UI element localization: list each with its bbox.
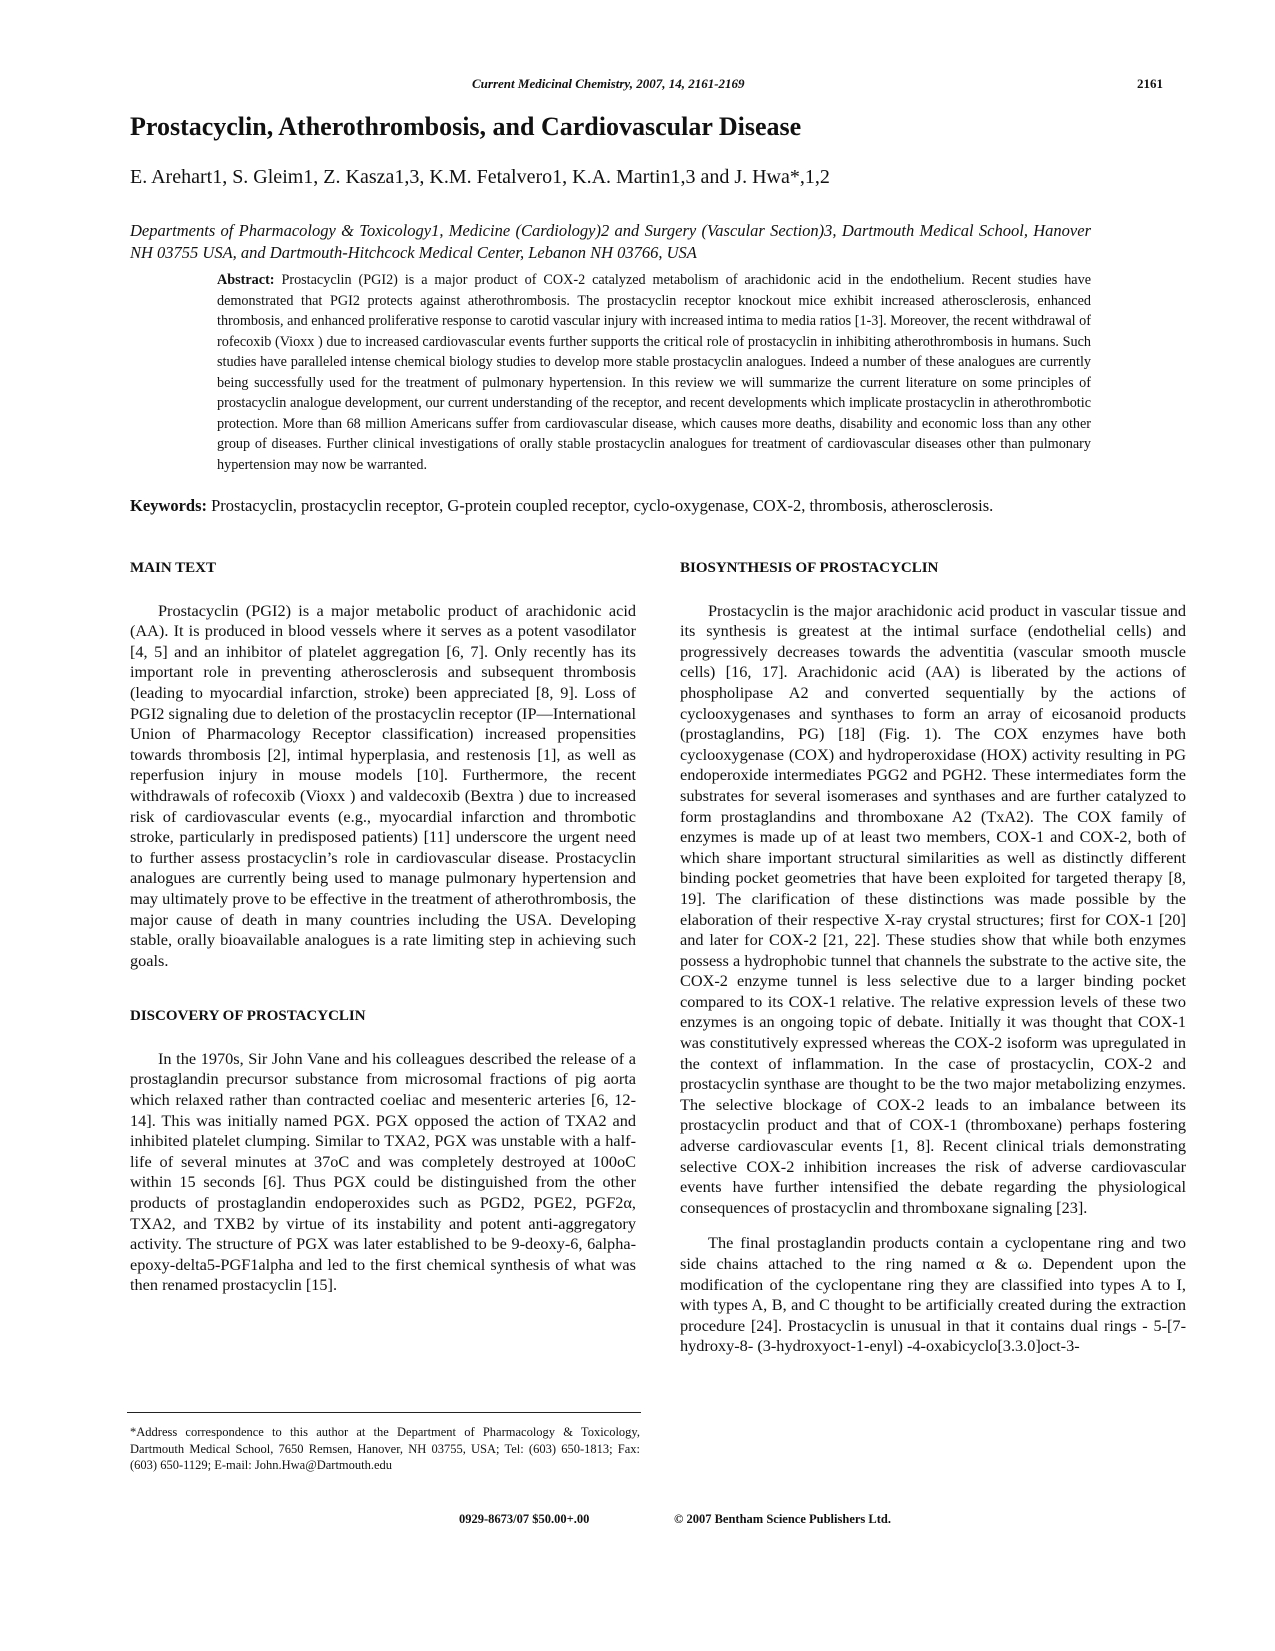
- page-number: 2161: [1137, 76, 1163, 91]
- keywords-text: Prostacyclin, prostacyclin receptor, G-protein coupled receptor, cyclo-oxygenase, COX-2, thrombosis, atherosclerosis.: [211, 496, 994, 515]
- biosynthesis-paragraph-1: Prostacyclin is the major arachidonic acid product in vascular tissue and its synthesis is greatest at the intimal surface (endothelial cells) and progressively decreases towards the adventitia (vascular smooth muscle cells) [16, 17]. Arachidonic acid (AA) is liberated by the actions of phospholipase A2 and converted sequentially by the actions of cyclooxygenases and synthases to form an array of eicosanoid products (prostaglandins, PG) [18] (Fig. 1). The COX enzymes have both cyclooxygenase (COX) and hydroperoxidase (HOX) activity resulting in PG endoperoxide intermediates PGG2 and PGH2. These intermediates form the substrates for several isomerases and synthases and are further catalyzed to form prostaglandins and thromboxane A2 (TxA2). The COX family of enzymes is made up of at least two members, COX-1 and COX-2, both of which share important structural similarities as well as distinctly different binding pocket geometries that have been exploited for targeted therapy [8, 19]. The clarification of these distinctions was made possible by the elaboration of their respective X-ray crystal structures; first for COX-1 [20] and later for COX-2 [21, 22]. These studies show that while both enzymes possess a hydrophobic tunnel that channels the substrate to the active site, the COX-2 enzyme tunnel is less selective due to a larger binding pocket compared to its COX-1 relative. The relative expression levels of these two enzymes is an ongoing topic of debate. Initially it was thought that COX-1 was constitutively expressed whereas the COX-2 isoform was upregulated in the context of inflammation. In the case of prostacyclin, COX-2 and prostacyclin synthase are thought to be the two major metabolizing enzymes. The selective blockage of COX-2 leads to an imbalance between its prostacyclin product and that of COX-1 (thromboxane) perhaps fostering adverse cardiovascular events [1, 8]. Recent clinical trials demonstrating selective COX-2 inhibition increases the risk of adverse cardiovascular events have further intensified the debate regarding the physiological consequences of prostacyclin and thromboxane signaling [23].: [680, 600, 1186, 1217]
- section-heading-discovery: DISCOVERY OF PROSTACYCLIN: [130, 1008, 366, 1025]
- main-text-paragraph: Prostacyclin (PGI2) is a major metabolic product of arachidonic acid (AA). It is produced in blood vessels where it serves as a potent vasodilator [4, 5] and an inhibitor of platelet aggregation [6, 7]. Only recently has its important role in preventing atherosclerosis and subsequent thrombosis (leading to myocardial infarction, stroke) been appreciated [8, 9]. Loss of PGI2 signaling due to deletion of the prostacyclin receptor (IP—International Union of Pharmacology Receptor classification) increased propensities towards thrombosis [2], intimal hyperplasia, and restenosis [1], as well as reperfusion injury in mouse models [10]. Furthermore, the recent withdrawals of rofecoxib (Vioxx ) and valdecoxib (Bextra ) due to increased risk of cardiovascular events (e.g., myocardial infarction and thrombotic stroke, particularly in predisposed patients) [11] underscore the urgent need to further assess prostacyclin’s role in cardiovascular disease. Prostacyclin analogues are currently being used to manage pulmonary hypertension and may ultimately prove to be effective in the treatment of atherothrombosis, the major cause of death in many countries including the USA. Developing stable, orally bioavailable analogues is a rate limiting step in achieving such goals.: [130, 600, 636, 970]
- abstract-label: Abstract:: [217, 272, 275, 288]
- affiliations: Departments of Pharmacology & Toxicology1, Medicine (Cardiology)2 and Surgery (Vascular Section)3, Dartmouth Medical School, Hanover NH 03755 USA, and Dartmouth-Hitchcock Medical Center, Lebanon NH 03766, USA: [130, 221, 1091, 262]
- keywords-label: Keywords:: [130, 496, 207, 515]
- running-head: Current Medicinal Chemistry, 2007, 14, 2161-2169: [472, 76, 745, 91]
- section-heading-main-text: MAIN TEXT: [130, 560, 216, 576]
- article-title: Prostacyclin, Atherothrombosis, and Cardiovascular Disease: [130, 112, 802, 141]
- author-list: E. Arehart1, S. Gleim1, Z. Kasza1,3, K.M. Fetalvero1, K.A. Martin1,3 and J. Hwa*,1,2: [130, 166, 830, 188]
- correspondence-footnote: *Address correspondence to this author at the Department of Pharmacology & Toxicology, Dartmouth Medical School, 7650 Remsen, Hanover, NH 03755, USA; Tel: (603) 650-1813; Fax: (603) 650-1129; E-mail: John.Hwa@Dartmouth.edu: [130, 1425, 640, 1472]
- abstract: [217, 270, 1091, 475]
- biosynthesis-paragraph-2: The final prostaglandin products contain a cyclopentane ring and two side chains attached to the ring named α & ω. Dependent upon the modification of the cyclopentane ring they are classified into types A to I, with types A, B, and C thought to be artificially created during the extraction procedure [24]. Prostacyclin is unusual in that it contains dual rings - 5-[7-hydroxy-8- (3-hydroxyoct-1-enyl) -4-oxabicyclo[3.3.0]oct-3-: [680, 1233, 1186, 1356]
- footer-issn: 0929-8673/07 $50.00+.00: [459, 1512, 590, 1526]
- keywords: [130, 496, 1150, 516]
- right-column: [680, 558, 1186, 1357]
- abstract-text: Prostacyclin (PGI2) is a major product of COX-2 catalyzed metabolism of arachidonic acid in the endothelium. Recent studies have demonstrated that PGI2 protects against atherothrombosis. The prostacyclin receptor knockout mice exhibit increased atherosclerosis, enhanced thrombosis, and enhanced proliferative response to carotid vascular injury with increased intima to media ratios [1-3]. Moreover, the recent withdrawal of rofecoxib (Vioxx ) due to increased cardiovascular events further supports the critical role of prostacyclin in inhibiting atherothrombosis in humans. Such studies have paralleled intense chemical biology studies to develop more stable prostacyclin analogues. Indeed a number of these analogues are currently being successfully used for the treatment of pulmonary hypertension. In this review we will summarize the current literature on some principles of prostacyclin analogue development, our current understanding of the receptor, and recent developments which implicate prostacyclin in atherothrombotic protection. More than 68 million Americans suffer from cardiovascular disease, which causes more deaths, disability and economic loss than any other group of diseases. Further clinical investigations of orally stable prostacyclin analogues for treatment of cardiovascular diseases other than pulmonary hypertension may now be warranted.: [217, 272, 1091, 473]
- footnote-divider: [127, 1412, 641, 1413]
- section-heading-biosynthesis: BIOSYNTHESIS OF PROSTACYCLIN: [680, 560, 939, 576]
- footer-copyright: © 2007 Bentham Science Publishers Ltd.: [674, 1512, 891, 1526]
- left-column: [130, 558, 636, 1296]
- discovery-paragraph: In the 1970s, Sir John Vane and his colleagues described the release of a prostaglandin precursor substance from microsomal fractions of pig aorta which relaxed rather than contracted coeliac and mesenteric arteries [6, 12-14]. This was initially named PGX. PGX opposed the action of TXA2 and inhibited platelet clumping. Similar to TXA2, PGX was unstable with a half-life of several minutes at 37oC and was completely destroyed at 100oC within 15 seconds [6]. Thus PGX could be distinguished from the other products of prostaglandin endoperoxides such as PGD2, PGE2, PGF2α, TXA2, and TXB2 by virtue of its instability and potent anti-aggregatory activity. The structure of PGX was later established to be 9-deoxy-6, 6alpha-epoxy-delta5-PGF1alpha and led to the first chemical synthesis of what was then renamed prostacyclin [15].: [130, 1048, 636, 1295]
